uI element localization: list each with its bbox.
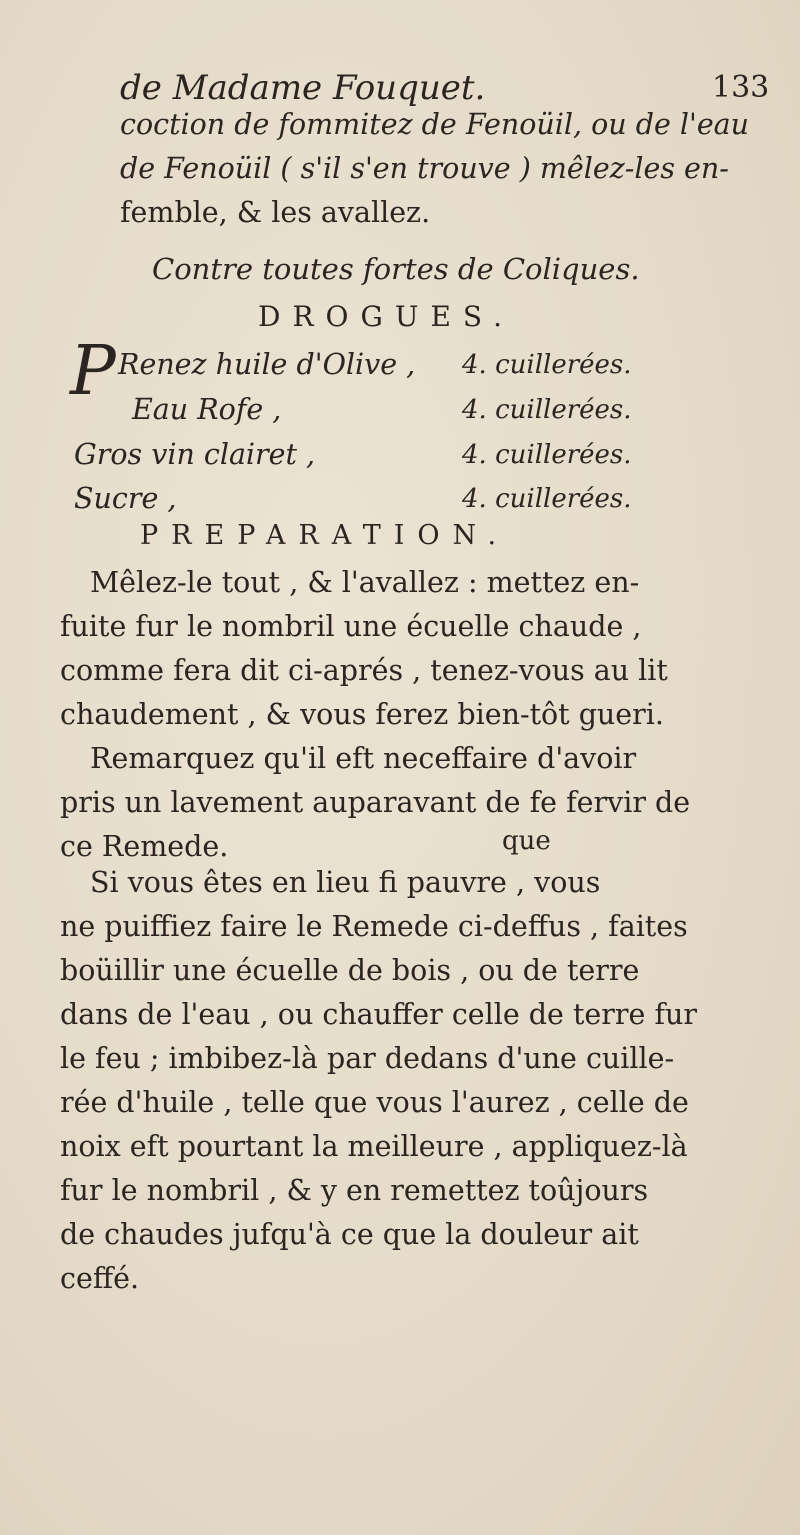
intro-line: femble, & les avallez. (120, 196, 431, 229)
ingredient-name: Renez huile d'Olive , (118, 348, 416, 381)
paragraph-line: pris un lavement auparavant de fe fervir de (60, 786, 691, 819)
paragraph-line: Mêlez-le tout , & l'avallez : mettez en- (90, 566, 640, 599)
paragraph-line: boüillir une écuelle de bois , ou de terre (60, 954, 640, 987)
intro-line: de Fenoüil ( s'il s'en trouve ) mêlez-les en- (120, 152, 729, 185)
paragraph-line: fuite fur le nombril une écuelle chaude , (60, 610, 642, 643)
ingredient-qty: 4. cuillerées. (462, 484, 632, 514)
paragraph-line: fur le nombril , & y en remettez toûjours (60, 1174, 649, 1207)
paragraph-line: rée d'huile , telle que vous l'aurez , celle de (60, 1086, 689, 1119)
paragraph-line: de chaudes jufqu'à ce que la douleur ait (60, 1218, 639, 1251)
paragraph-line: comme fera dit ci-aprés , tenez-vous au lit (60, 654, 668, 687)
paragraph-line: ce Remede. (60, 830, 229, 863)
ingredient-qty: 4. cuillerées. (462, 350, 632, 380)
ingredient-name: Gros vin clairet , (74, 438, 316, 471)
ingredient-qty: 4. cuillerées. (462, 395, 632, 425)
intro-line: coction de fommitez de Fenoüil, ou de l'eau (120, 108, 750, 141)
section-title: Contre toutes fortes de Coliques. (152, 252, 640, 286)
paragraph-line: que (502, 826, 551, 856)
running-title: de Madame Fouquet. (120, 68, 486, 108)
ingredient-name: Eau Rofe , (132, 393, 282, 426)
drogues-heading: DROGUES. (258, 300, 514, 333)
paragraph-line: noix eft pourtant la meilleure , appliquez-là (60, 1130, 688, 1163)
page-number: 133 (712, 70, 770, 105)
paragraph-line: Remarquez qu'il eft neceffaire d'avoir (90, 742, 637, 775)
preparation-heading: PREPARATION. (140, 520, 510, 551)
paragraph-line: chaudement , & vous ferez bien-tôt gueri. (60, 698, 664, 731)
paragraph-line: le feu ; imbibez-là par dedans d'une cuille- (60, 1042, 675, 1075)
paragraph-line: ceffé. (60, 1262, 140, 1295)
paragraph-line: ne puiffiez faire le Remede ci-deffus , faites (60, 910, 688, 943)
drop-cap: P (70, 332, 116, 411)
paragraph-line: Si vous êtes en lieu fi pauvre , vous (90, 866, 601, 899)
paragraph-line: dans de l'eau , ou chauffer celle de terre fur (60, 998, 697, 1031)
ingredient-qty: 4. cuillerées. (462, 440, 632, 470)
ingredient-name: Sucre , (74, 482, 177, 515)
